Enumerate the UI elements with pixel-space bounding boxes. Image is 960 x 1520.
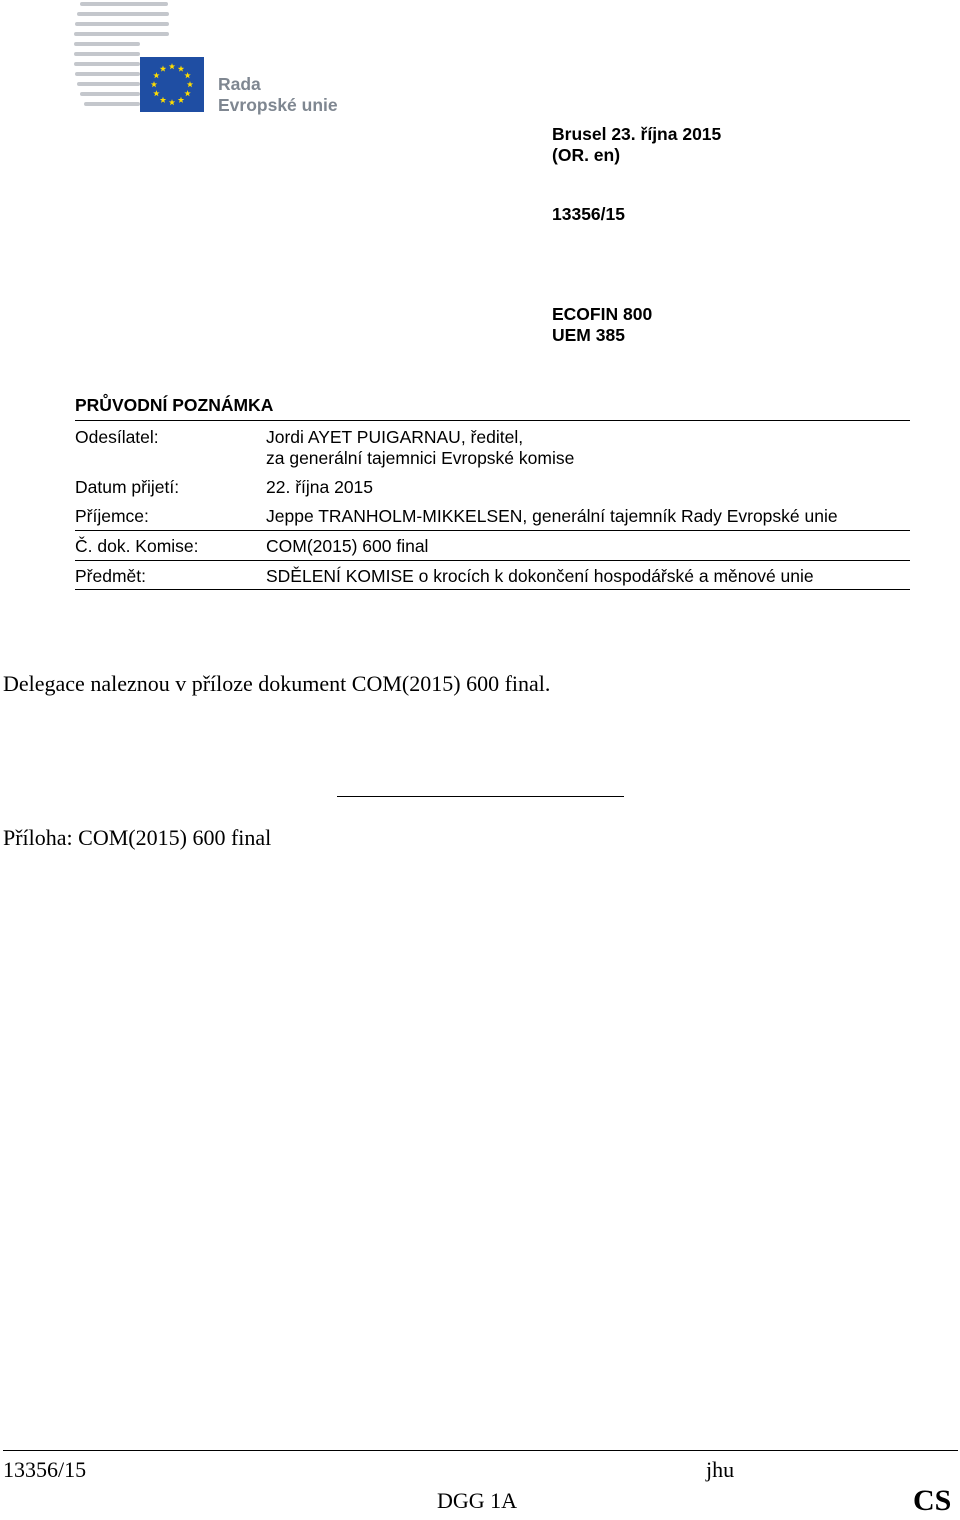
- sender-label: Odesílatel:: [75, 427, 159, 447]
- footer-doc-number: 13356/15: [3, 1457, 87, 1482]
- note-title: PRŮVODNÍ POZNÁMKA: [75, 395, 274, 415]
- annex-text: Příloha: COM(2015) 600 final: [3, 825, 272, 850]
- footer-line: [3, 1450, 958, 1451]
- recipient-value: Jeppe TRANHOLM-MIKKELSEN, generální tajemník Rady Evropské unie: [266, 506, 838, 526]
- subject-value: SDĚLENÍ KOMISE o krocích k dokončení hospodářské a měnové unie: [266, 566, 814, 586]
- document-number: 13356/15: [552, 204, 625, 224]
- date-value: 22. října 2015: [266, 477, 374, 497]
- sender-line-1: Jordi AYET PUIGARNAU, ředitel,: [266, 427, 524, 447]
- separator-line: [337, 796, 624, 797]
- body-text: Delegace naleznou v příloze dokument COM(2015) 600 final.: [3, 671, 551, 696]
- code-uem: UEM 385: [552, 325, 625, 345]
- sender-line-2: za generální tajemnici Evropské komise: [266, 448, 575, 468]
- divider: [75, 589, 910, 590]
- place-date: Brusel 23. října 2015: [552, 124, 722, 144]
- logo-line-1: Rada: [218, 74, 261, 94]
- original-language: (OR. en): [552, 145, 621, 165]
- recipient-label: Příjemce:: [75, 506, 149, 526]
- divider: [75, 530, 910, 531]
- footer-initials: jhu: [706, 1457, 735, 1482]
- subject-label: Předmět:: [75, 566, 146, 586]
- logo-text: [218, 74, 338, 116]
- date-label: Datum přijetí:: [75, 477, 180, 497]
- logo-line-2: Evropské unie: [218, 95, 338, 115]
- code-ecofin: ECOFIN 800: [552, 304, 653, 324]
- footer-language: CS: [913, 1484, 952, 1517]
- com-doc-value: COM(2015) 600 final: [266, 536, 429, 556]
- divider: [75, 560, 910, 561]
- footer-department: DGG 1A: [437, 1488, 518, 1513]
- divider: [75, 420, 910, 421]
- com-doc-label: Č. dok. Komise:: [75, 536, 199, 556]
